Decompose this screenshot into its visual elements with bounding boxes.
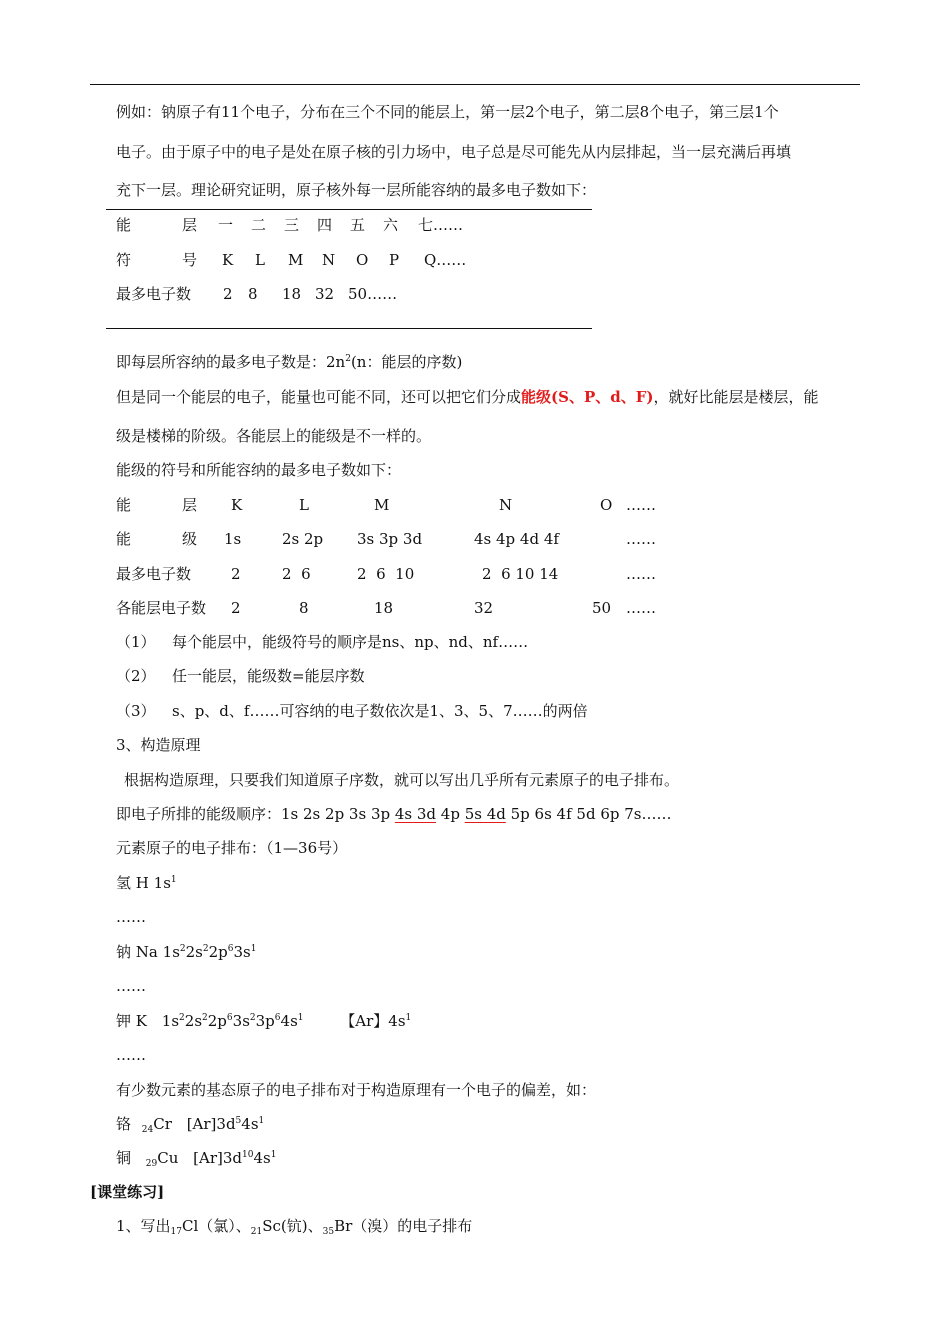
sublevel-line-2: 级是楼梯的阶级。各能层上的能级是不一样的。: [116, 427, 432, 445]
table1-cell: N: [322, 251, 336, 269]
table1-cell: 六: [383, 216, 399, 234]
element-symbol: K: [135, 1012, 148, 1030]
table2-cell: 2: [231, 565, 241, 583]
table2-cell: ……: [626, 599, 656, 617]
header-rule: [90, 84, 860, 85]
table1-cell: 50……: [348, 285, 398, 303]
ellipsis: ……: [116, 908, 146, 926]
table2-cell: 2: [231, 599, 241, 617]
table2-cell: 2 6 10: [357, 565, 415, 583]
table1-cell: 一: [218, 216, 234, 234]
table2-cell: ……: [626, 565, 656, 583]
table2-label: 各能层电子数: [116, 599, 207, 617]
element-name: 钠: [116, 943, 132, 961]
table2-cell: 3s 3p 3d: [357, 530, 423, 548]
table1-cell: 四: [317, 216, 333, 234]
practice-question-1: [116, 1216, 472, 1236]
table2-cell: 4s 4p 4d 4f: [474, 530, 559, 548]
table1-cell: 2: [223, 285, 233, 303]
ellipsis: ……: [116, 977, 146, 995]
table2-cell: 50: [592, 599, 612, 617]
table1-label: 最多电子数: [116, 285, 192, 303]
table1-cell: 二: [251, 216, 267, 234]
order-text: 5p 6s 4f 5d 6p 7s……: [505, 805, 672, 823]
sublevel-highlight: 能级(S、P、d、F): [521, 388, 654, 406]
table1-cell: P: [389, 251, 400, 269]
table1-cell: 七……: [418, 216, 464, 234]
order-underlined: 5s 4d: [464, 805, 506, 823]
note-number: （2）: [116, 667, 156, 685]
table1-top-rule: [106, 209, 592, 210]
order-text: 4p: [436, 805, 465, 823]
table1-cell: 8: [248, 285, 258, 303]
question-text: 1、写出: [116, 1217, 171, 1235]
atomic-number: 24: [141, 1125, 154, 1135]
table2-cell: 1s: [224, 530, 242, 548]
table1-cell: 三: [284, 216, 300, 234]
table1-cell: K: [222, 251, 234, 269]
table2-cell: K: [231, 496, 243, 514]
formula-exponent: 2: [345, 354, 351, 364]
formula-prefix: 即每层所容纳的最多电子数是：2n: [116, 353, 346, 371]
atomic-number: 17: [170, 1227, 182, 1237]
order-underlined: 4s 3d: [394, 805, 437, 823]
note-text: 任一能层，能级数=能层序数: [172, 667, 365, 685]
table2-cell: N: [499, 496, 513, 514]
element-symbol: Cu: [157, 1149, 179, 1167]
intro-line-3: 充下一层。理论研究证明，原子核外每一层所能容纳的最多电子数如下：: [116, 181, 597, 199]
table2-cell: ……: [626, 530, 656, 548]
element-symbol: H: [135, 874, 149, 892]
element-chromium: [116, 1114, 264, 1134]
config-title: 元素原子的电子排布：（1—36号）: [116, 839, 348, 857]
table2-cell: 2 6 10 14: [482, 565, 559, 583]
aufbau-order: [116, 804, 671, 824]
table2-cell: 18: [374, 599, 394, 617]
element-sodium: [116, 942, 257, 962]
table2-cell: 32: [474, 599, 494, 617]
order-text: 即电子所排的能级顺序：1s 2s 2p 3s 3p: [116, 805, 395, 823]
table2-label: 能: [116, 530, 132, 548]
table2-cell: O: [600, 496, 613, 514]
practice-heading: [课堂练习]: [90, 1183, 165, 1201]
atomic-number: 35: [322, 1227, 335, 1237]
element-name: 铬: [116, 1115, 132, 1133]
element-config: $1s^22s^22p^63s^1$: [162, 943, 257, 961]
element-symbol: Cr: [153, 1115, 172, 1133]
aufbau-text: 根据构造原理，只要我们知道原子序数，就可以写出几乎所有元素原子的电子排布。: [124, 771, 680, 789]
table2-label: 层: [182, 496, 198, 514]
element-symbol: Na: [135, 943, 158, 961]
ellipsis: ……: [116, 1046, 146, 1064]
table1-cell: 32: [315, 285, 335, 303]
atomic-number: 29: [145, 1159, 158, 1169]
sublevel-text: 但是同一个能层的电子，能量也可能不同，还可以把它们分成: [116, 388, 522, 406]
table2-label: 级: [182, 530, 198, 548]
table2-label: 能: [116, 496, 132, 514]
table1-bottom-rule: [106, 328, 592, 329]
note-text: s、p、d、f……可容纳的电子数依次是1、3、5、7……的两倍: [172, 702, 588, 720]
element-config: $[Ar]3d^54s^1$: [186, 1115, 265, 1133]
element-copper: [116, 1148, 276, 1168]
note-text: 每个能层中，能级符号的顺序是ns、np、nd、nf……: [172, 633, 529, 651]
table1-cell: L: [255, 251, 265, 269]
noble-gas-config: 【Ar】$4s^1$: [340, 1012, 412, 1030]
deviation-text: 有少数元素的基态原子的电子排布对于构造原理有一个电子的偏差，如：: [116, 1081, 597, 1099]
table1-label: 号: [182, 251, 198, 269]
question-text: Br（溴）的电子排布: [334, 1217, 473, 1235]
note-number: （1）: [116, 633, 156, 651]
atomic-number: 21: [250, 1227, 263, 1237]
table2-cell: L: [299, 496, 309, 514]
table2-cell: M: [374, 496, 390, 514]
element-hydrogen: [116, 873, 177, 893]
table1-cell: 18: [282, 285, 302, 303]
question-text: Cl（氯）、: [182, 1217, 251, 1235]
table1-cell: 五: [350, 216, 366, 234]
sublevel-text: ，就好比能层是楼层，能: [653, 388, 819, 406]
element-config: 1s: [153, 874, 171, 892]
element-name: 钾: [116, 1012, 132, 1030]
table1-cell: M: [288, 251, 304, 269]
table1-cell: O: [356, 251, 369, 269]
table1-label: 符: [116, 251, 132, 269]
table1-cell: Q……: [424, 251, 467, 269]
intro-line-1: 例如：钠原子有11个电子，分布在三个不同的能层上，第一层2个电子，第二层8个电子，第三层1个: [116, 103, 779, 121]
table2-cell: ……: [626, 496, 656, 514]
table1-label: 能: [116, 216, 132, 234]
electron-count: 1: [170, 875, 177, 885]
sublevel-line-1: [116, 387, 818, 407]
table1-label: 层: [182, 216, 198, 234]
element-name: 氢: [116, 874, 132, 892]
question-text: Sc(钪)、: [262, 1217, 323, 1235]
note-number: （3）: [116, 702, 156, 720]
element-name: 铜: [116, 1149, 132, 1167]
formula-suffix: (n：能层的序数): [350, 353, 463, 371]
intro-line-2: 电子。由于原子中的电子是处在原子核的引力场中，电子总是尽可能先从内层排起，当一层充满后再填: [116, 143, 792, 161]
aufbau-heading: 3、构造原理: [116, 736, 201, 754]
table2-cell: 2 6: [282, 565, 311, 583]
element-config: $1s^22s^22p^63s^23p^64s^1$: [161, 1012, 304, 1030]
element-potassium: [116, 1011, 411, 1031]
sublevel-line-3: 能级的符号和所能容纳的最多电子数如下：: [116, 461, 402, 479]
formula-line: [116, 352, 462, 372]
table2-cell: 2s 2p: [282, 530, 324, 548]
table2-cell: 8: [299, 599, 309, 617]
element-config: $[Ar]3d^{10}4s^1$: [193, 1149, 277, 1167]
table2-label: 最多电子数: [116, 565, 192, 583]
